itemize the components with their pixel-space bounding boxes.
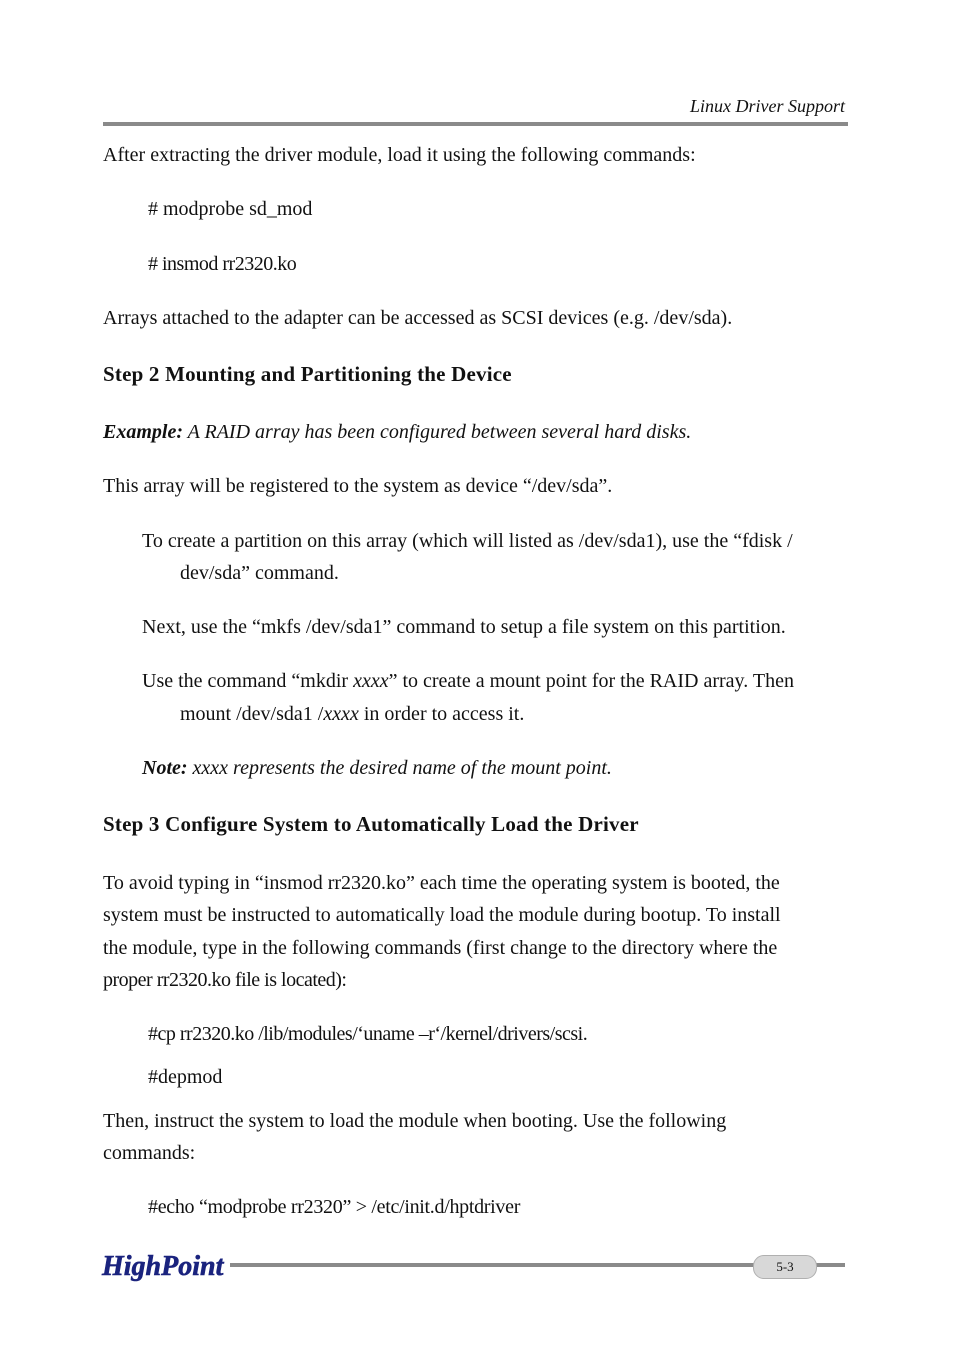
- paragraph-create-partition-line2: dev/sda” command.: [180, 562, 339, 584]
- paragraph-mkdir-line1: [142, 665, 794, 697]
- mkdir-text-a: Use the command “mkdir: [142, 670, 354, 692]
- paragraph-mkfs: Next, use the “mkfs /dev/sda1” command to setup a file system on this partition.: [142, 616, 786, 638]
- step2-heading: Step 2 Mounting and Partitioning the Device: [103, 362, 512, 386]
- highpoint-logo: [100, 1246, 230, 1286]
- paragraph-avoid-typing-line2: system must be instructed to automatically load the module during bootup. To install: [103, 904, 781, 926]
- command-echo: #echo “modprobe rr2320” > /etc/init.d/hptdriver: [148, 1196, 521, 1218]
- example-text: A RAID array has been configured between several hard disks.: [183, 421, 692, 443]
- running-header: Linux Driver Support: [690, 96, 845, 116]
- mkdir-text-c: ” to create a mount point for the RAID array. Then: [388, 670, 794, 692]
- paragraph-avoid-typing-line1: To avoid typing in “insmod rr2320.ko” each time the operating system is booted, the: [103, 872, 780, 894]
- header-divider: [103, 122, 848, 126]
- paragraph-arrays-access: Arrays attached to the adapter can be accessed as SCSI devices (e.g. /dev/sda).: [103, 307, 733, 329]
- paragraph-instruct-line2: commands:: [103, 1142, 196, 1164]
- step3-heading: Step 3 Configure System to Automatically Load the Driver: [103, 812, 639, 836]
- example-label: Example:: [103, 421, 183, 443]
- command-cp: #cp rr2320.ko /lib/modules/‘uname –r‘/kernel/drivers/scsi.: [148, 1023, 588, 1045]
- page-number-badge: 5-3: [753, 1255, 817, 1279]
- paragraph-mkdir-line2: [180, 698, 524, 730]
- command-modprobe: # modprobe sd_mod: [148, 198, 313, 220]
- mount-text-d: mount /dev/sda1 /: [180, 703, 324, 725]
- paragraph-create-partition-line1: To create a partition on this array (which will listed as /dev/sda1), use the “fdisk /: [142, 530, 793, 552]
- paragraph-avoid-typing-line3: the module, type in the following commands (first change to the directory where the: [103, 937, 778, 959]
- paragraph-instruct-line1: Then, instruct the system to load the module when booting. Use the following: [103, 1110, 727, 1132]
- command-depmod: #depmod: [148, 1066, 223, 1088]
- note-label: Note:: [142, 757, 188, 779]
- mount-placeholder: xxxx: [323, 703, 359, 725]
- note-text: xxxx represents the desired name of the mount point.: [187, 757, 612, 779]
- paragraph-load-module: After extracting the driver module, load it using the following commands:: [103, 144, 696, 166]
- paragraph-registered: This array will be registered to the system as device “/dev/sda”.: [103, 475, 613, 497]
- mkdir-placeholder: xxxx: [353, 670, 389, 692]
- example-paragraph: [103, 416, 691, 448]
- paragraph-avoid-typing-line4: proper rr2320.ko file is located):: [103, 969, 347, 991]
- logo-wordmark: HighPoint: [102, 1251, 224, 1282]
- command-insmod: # insmod rr2320.ko: [148, 253, 297, 275]
- note-paragraph: [142, 752, 612, 784]
- mount-text-f: in order to access it.: [358, 703, 525, 725]
